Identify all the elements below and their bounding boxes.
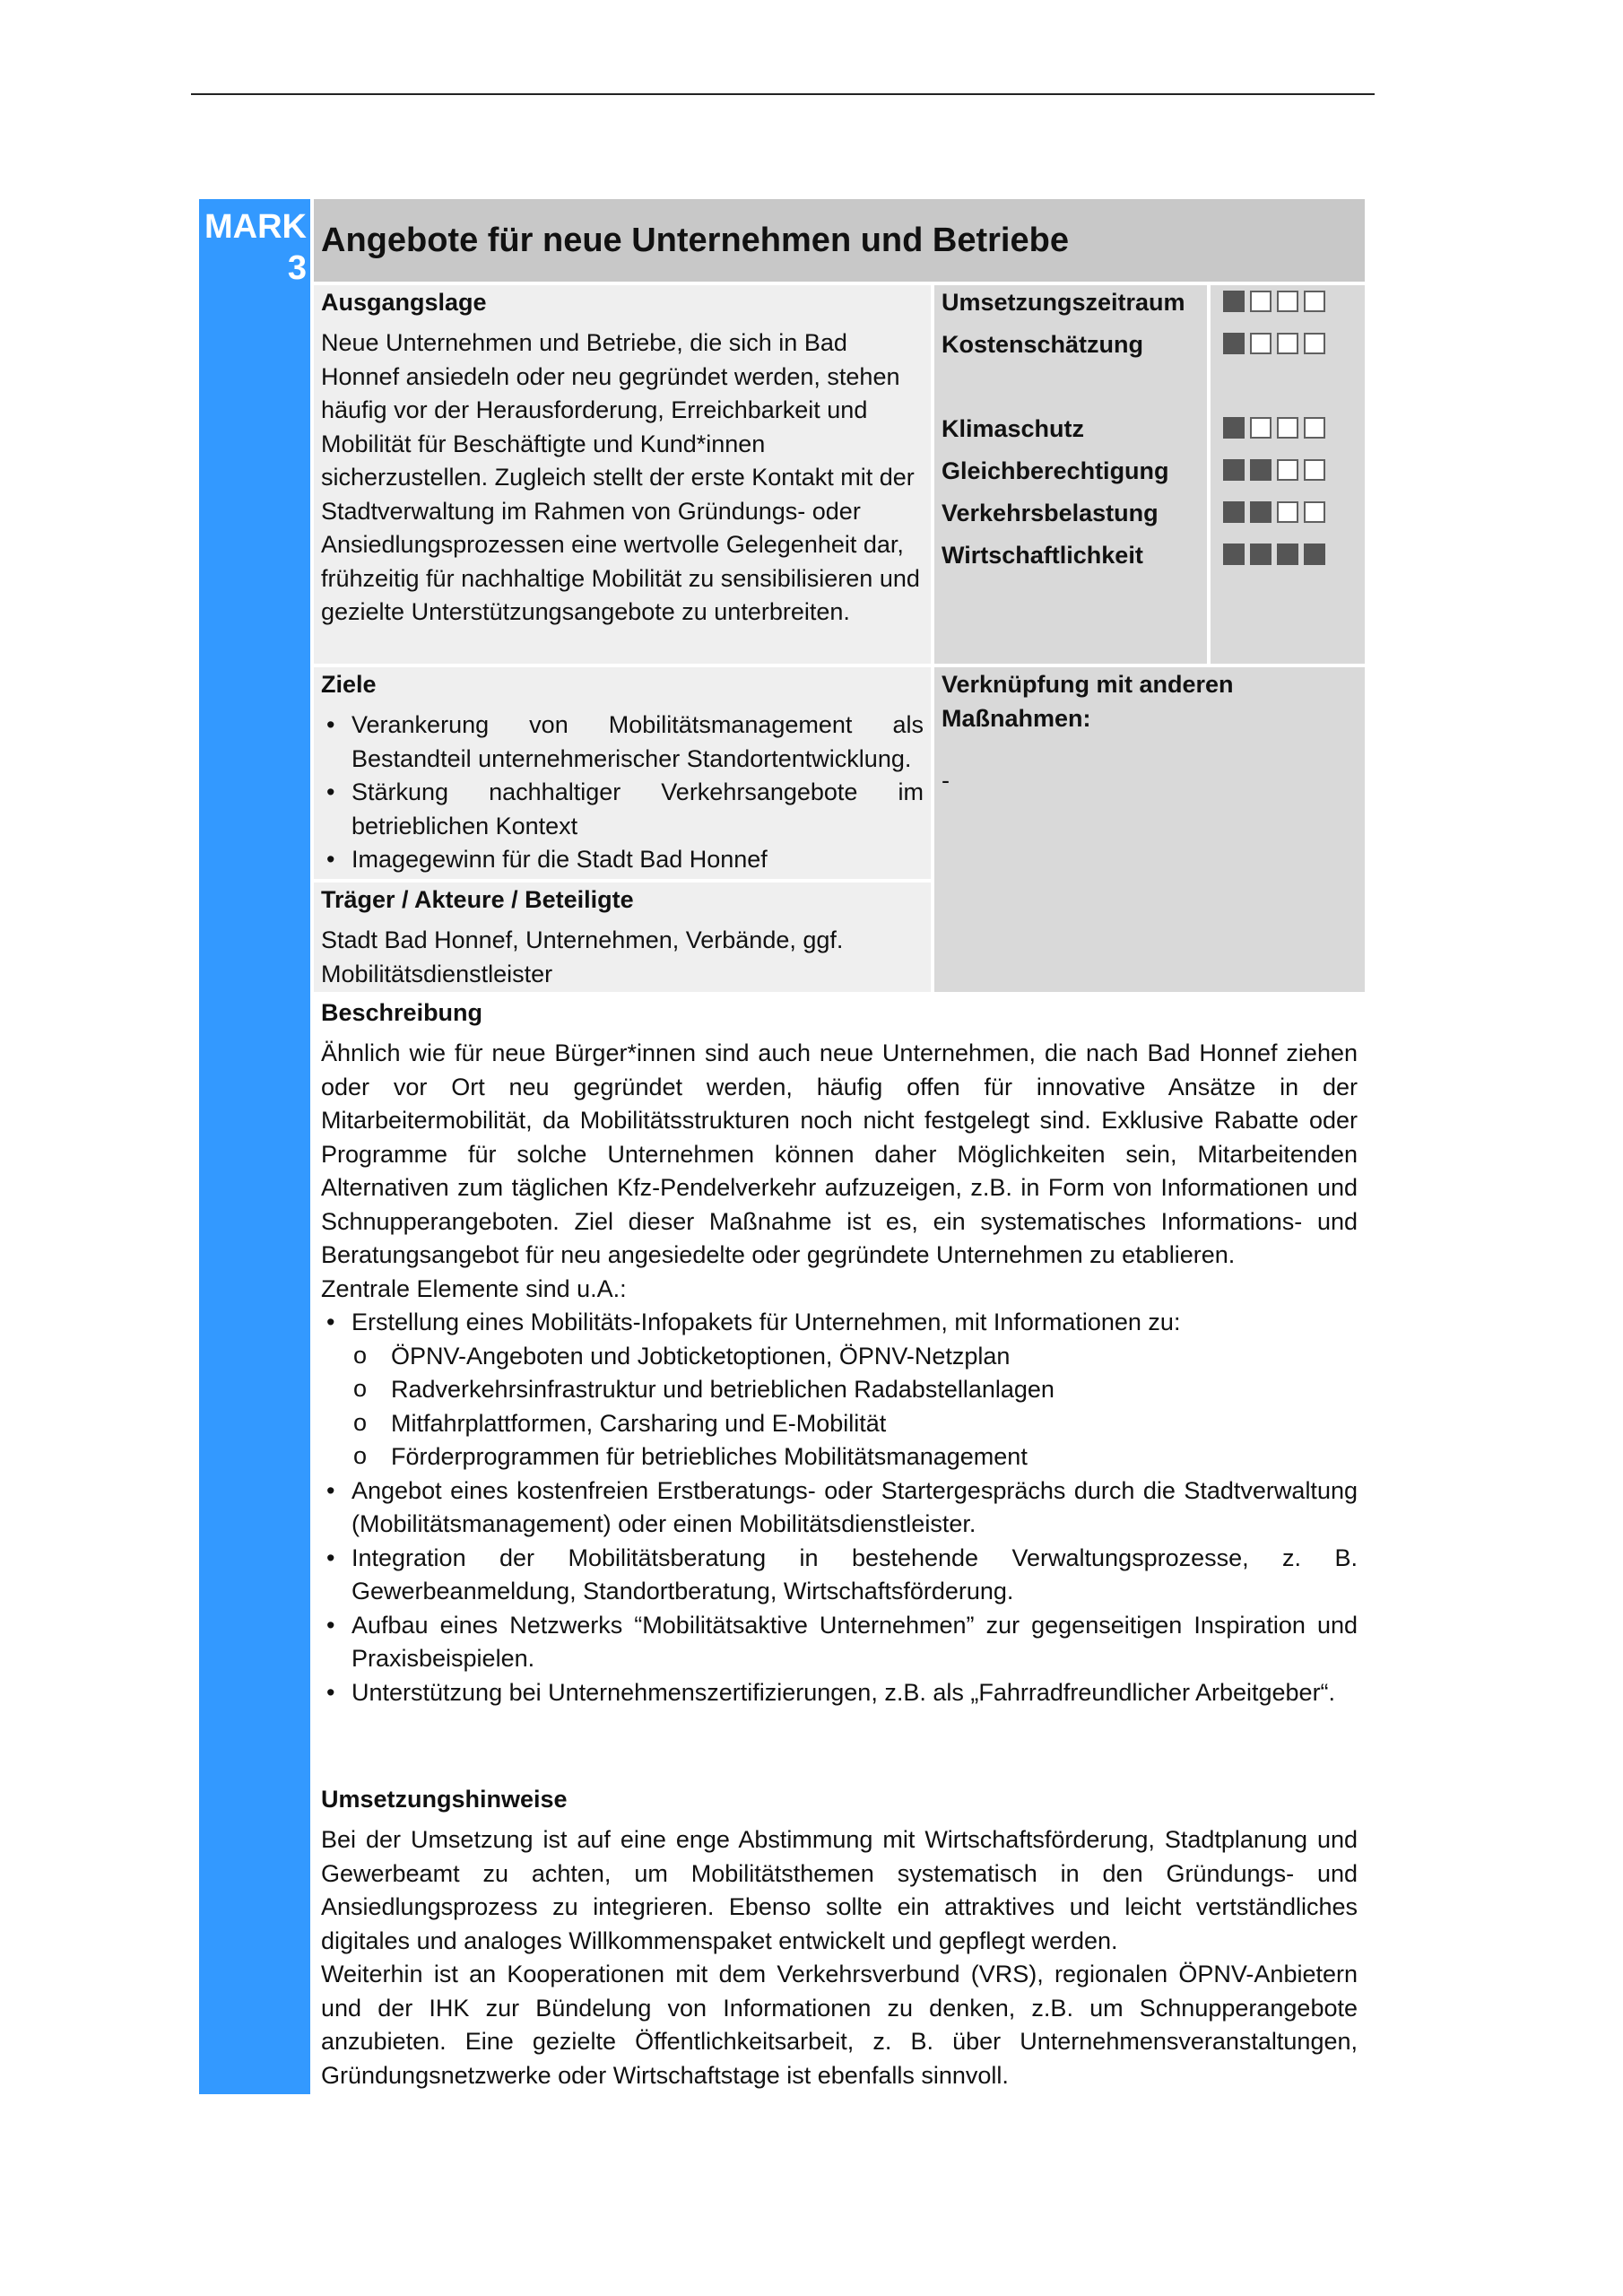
rating-square-empty <box>1277 459 1298 481</box>
list-item: • Angebot eines kostenfreien Erstberatungs- oder Startergesprächs durch die Stadtverwaltung (Mobilitätsmanagement) oder einen Mobilitätsdienstleister. <box>352 1474 1358 1542</box>
ziele-heading: Ziele <box>321 671 377 698</box>
rating-square-empty <box>1304 291 1325 312</box>
traeger-cell <box>314 883 931 992</box>
label-gleichberechtigung: Gleichberechtigung <box>942 457 1169 484</box>
verknuepfung-heading: Verknüpfung mit anderen Maßnahmen: <box>942 671 1234 732</box>
label-verkehrsbelastung: Verkehrsbelastung <box>942 500 1159 526</box>
rating-square-filled <box>1223 501 1245 523</box>
list-item: • Stärkung nachhaltiger Verkehrsangebote im betrieblichen Kontext <box>352 776 924 843</box>
rating-square-filled <box>1277 544 1298 565</box>
label-klimaschutz: Klimaschutz <box>942 415 1085 442</box>
rating-square-empty <box>1304 501 1325 523</box>
traeger-text: Stadt Bad Honnef, Unternehmen, Verbände, ggf. Mobilitätsdienstleister <box>321 926 844 987</box>
ziele-cell <box>314 667 931 879</box>
header-rule <box>191 93 1375 95</box>
sub-list-item: o Förderprogrammen für betriebliches Mobilitätsmanagement <box>391 1440 1358 1474</box>
rating-square-filled <box>1223 544 1245 565</box>
rating-square-empty <box>1304 417 1325 439</box>
list-item: • Erstellung eines Mobilitäts-Infopakets für Unternehmen, mit Informationen zu: o ÖPNV-Angeboten und Jobticketoptionen, ÖPNV-Netzplan o Radverkehrsinfrastruktur und betrieblichen Radabstellanlagen o Mitfahrplattformen, Carsharing und E-Mobilität o Förderprogrammen für betriebliches Mobilitätsmanagement <box>352 1306 1358 1474</box>
title-bar <box>314 199 1365 282</box>
rating-labels-cell <box>934 285 1207 664</box>
umsetzungshinweise-section <box>314 1782 1365 2092</box>
list-item: • Aufbau eines Netzwerks “Mobilitätsaktive Unternehmen” zur gegenseitigen Inspiration und Praxisbeispielen. <box>352 1609 1358 1676</box>
rating-gleichberechtigung <box>1211 454 1365 496</box>
list-item: • Verankerung von Mobilitätsmanagement als Bestandteil unternehmerischer Standortentwicklung. <box>352 709 924 776</box>
beschreibung-lead: Zentrale Elemente sind u.A.: <box>321 1274 627 1302</box>
rating-square-filled <box>1223 291 1245 312</box>
rating-square-filled <box>1250 459 1271 481</box>
ausgangslage-cell <box>314 285 931 664</box>
sub-list-item: o ÖPNV-Angeboten und Jobticketoptionen, ÖPNV-Netzplan <box>391 1340 1358 1374</box>
beschreibung-heading: Beschreibung <box>321 999 483 1026</box>
rating-square-empty <box>1277 291 1298 312</box>
beschreibung-list <box>321 1306 1358 1709</box>
rating-squares-cell <box>1211 285 1365 664</box>
traeger-heading: Träger / Akteure / Beteiligte <box>321 886 634 913</box>
beschreibung-text: Ähnlich wie für neue Bürger*innen sind auch neue Unternehmen, die nach Bad Honnef ziehen oder vor Ort neu gegründet werden, häufig offen für innovative Ansätze in der Mitarbeitermobilität, da Mobilitätsstrukturen noch nicht festgelegt sind. Exklusive Rabatte oder Programme für solche Unternehmen können daher Möglichkeiten sein, Mitarbeitenden Alternativen zum täglichen Kfz-Pendelverkehr aufzuzeigen, z.B. in Form von Informationen und Schnupperangeboten. Ziel dieser Maßnahme ist es, ein systematisches Informations- und Beratungsangebot für neu angesiedelte oder gegründete Unternehmen zu etablieren. <box>321 1039 1358 1268</box>
rating-square-empty <box>1250 417 1271 439</box>
verknuepfung-cell <box>934 667 1365 992</box>
rating-square-empty <box>1304 333 1325 354</box>
rating-square-empty <box>1250 291 1271 312</box>
ausgangslage-text: Neue Unternehmen und Betriebe, die sich in Bad Honnef ansiedeln oder neu gegründet werden, stehen häufig vor der Herausforderung, Erreichbarkeit und Mobilität für Beschäftigte und Kund*innen sicherzustellen. Zugleich stellt der erste Kontakt mit der Stadtverwaltung im Rahmen von Gründungs- oder Ansiedlungsprozessen eine wertvolle Gelegenheit dar, frühzeitig für nachhaltige Mobilität zu sensibilisieren und gezielte Unterstützungsangebote zu unterbreiten. <box>321 329 920 625</box>
beschreibung-section <box>314 996 1365 1709</box>
rating-square-filled <box>1223 333 1245 354</box>
rating-square-filled <box>1304 544 1325 565</box>
list-item: • Imagegewinn für die Stadt Bad Honnef <box>352 843 924 877</box>
rating-square-empty <box>1277 333 1298 354</box>
ausgangslage-heading: Ausgangslage <box>321 289 487 316</box>
rating-klimaschutz <box>1211 412 1365 454</box>
label-wirtschaftlichkeit: Wirtschaftlichkeit <box>942 542 1143 569</box>
sub-list-item: o Radverkehrsinfrastruktur und betrieblichen Radabstellanlagen <box>391 1373 1358 1407</box>
umsetzungshinweise-p1: Bei der Umsetzung ist auf eine enge Abstimmung mit Wirtschaftsförderung, Stadtplanung und Gewerbeamt zu achten, um Mobilitätsthemen systematisch in den Gründungs- und Ansiedlungsprozess zu integrieren. Ebenso sollte ein attraktives und leicht vertständliches digitales und analoges Willkommenspaket entwickelt und gepflegt werden. <box>321 1826 1358 1954</box>
sub-list-item: o Mitfahrplattformen, Carsharing und E-Mobilität <box>391 1407 1358 1441</box>
rating-verkehrsbelastung <box>1211 496 1365 538</box>
rating-square-empty <box>1250 333 1271 354</box>
rating-square-filled <box>1250 501 1271 523</box>
rating-umsetzungszeitraum <box>1211 285 1365 327</box>
list-item: • Integration der Mobilitätsberatung in bestehende Verwaltungsprozesse, z. B. Gewerbeanmeldung, Standortberatung, Wirtschaftsförderung. <box>352 1542 1358 1609</box>
rating-square-empty <box>1277 501 1298 523</box>
verknuepfung-value: - <box>942 767 950 794</box>
measure-code-column <box>199 199 310 2094</box>
measure-code: MARK 3 <box>204 208 307 287</box>
label-kostenschaetzung: Kostenschätzung <box>942 331 1144 358</box>
rating-square-empty <box>1304 459 1325 481</box>
rating-square-empty <box>1277 417 1298 439</box>
rating-square-filled <box>1223 417 1245 439</box>
umsetzungshinweise-heading: Umsetzungshinweise <box>321 1786 568 1813</box>
list-item: • Unterstützung bei Unternehmenszertifizierungen, z.B. als „Fahrradfreundlicher Arbeitgeber“. <box>352 1676 1358 1710</box>
rating-kostenschaetzung <box>1211 327 1365 370</box>
rating-square-filled <box>1223 459 1245 481</box>
sub-list <box>352 1340 1358 1474</box>
label-umsetzungszeitraum: Umsetzungszeitraum <box>942 289 1185 316</box>
rating-square-filled <box>1250 544 1271 565</box>
umsetzungshinweise-p2: Weiterhin ist an Kooperationen mit dem Verkehrsverbund (VRS), regionalen ÖPNV-Anbietern und der IHK zur Bündelung von Informationen zu denken, z.B. um Schnupperangebote anzubieten. Eine gezielte Öffentlichkeitsarbeit, z. B. über Unternehmensveranstaltungen, Gründungsnetzwerke oder Wirtschaftstage ist ebenfalls sinnvoll. <box>321 1961 1358 2089</box>
page-title: Angebote für neue Unternehmen und Betriebe <box>321 222 1069 259</box>
rating-wirtschaftlichkeit <box>1211 538 1365 580</box>
ziele-list <box>321 709 924 877</box>
